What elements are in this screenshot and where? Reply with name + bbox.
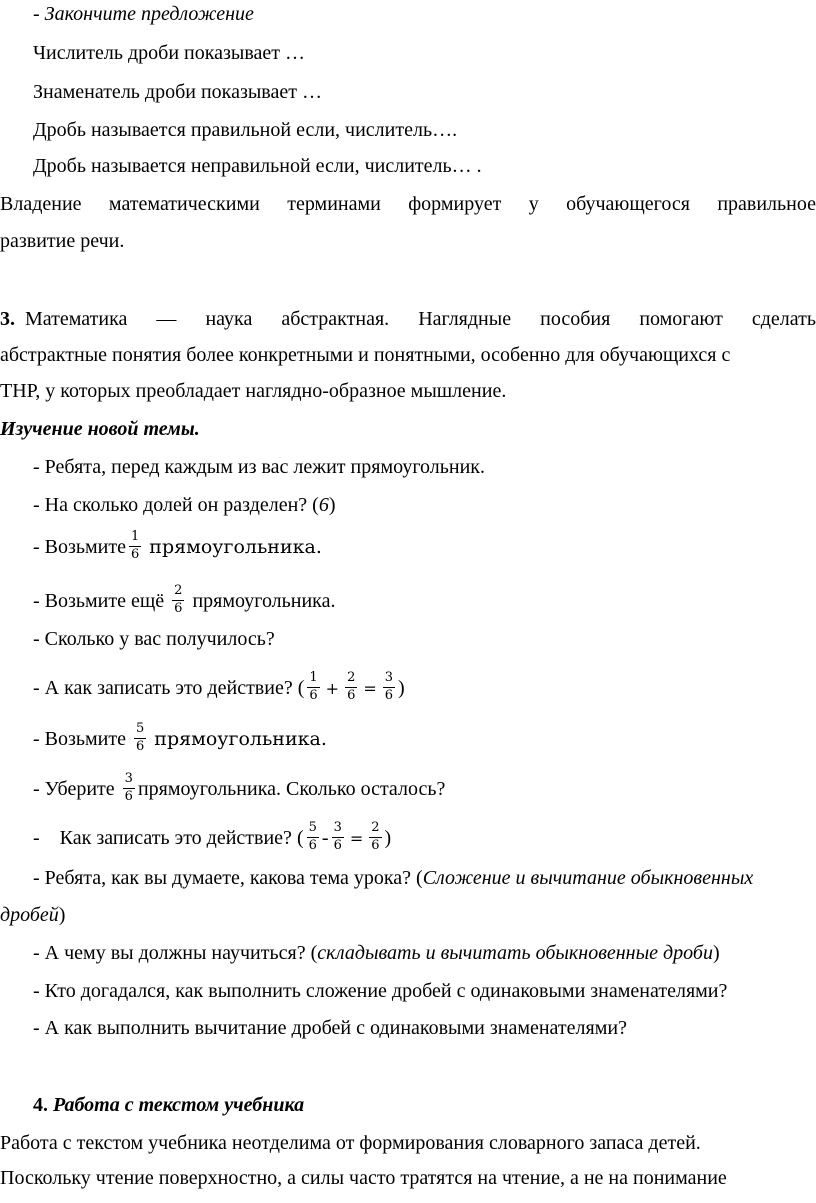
- word: у: [528, 193, 539, 215]
- numerator-line: Числитель дроби показывает …: [33, 42, 306, 64]
- word: абстрактная.: [281, 308, 390, 330]
- word: пособия: [540, 308, 611, 330]
- closing-paren: ): [398, 677, 405, 700]
- take-one-sixth-line: [33, 529, 322, 565]
- fraction: [332, 821, 344, 854]
- fraction-numerator: 2: [172, 584, 184, 601]
- fraction: [369, 821, 381, 854]
- section-3-line-2: абстрактные понятия более конкретными и понятными, особенно для обучающихся с: [0, 344, 731, 366]
- word: помогают: [639, 308, 723, 330]
- plus-sign: +: [325, 679, 340, 699]
- answer-text: складывать и вычитать обыкновенные дроби: [317, 942, 713, 964]
- improper-fraction-line: Дробь называется неправильной если, числитель… .: [33, 155, 482, 177]
- fraction: [123, 772, 135, 805]
- fraction-numerator: 1: [307, 671, 319, 688]
- fraction-denominator: 6: [136, 738, 145, 754]
- learning-goal-question: [33, 943, 720, 963]
- instruction-text: - Возьмите: [33, 536, 126, 559]
- word: математическими: [108, 193, 260, 215]
- fraction: [383, 671, 395, 704]
- word: терминами: [287, 193, 381, 215]
- instruction-text: - Уберите: [33, 778, 115, 801]
- fraction-numerator: 3: [123, 772, 135, 789]
- section-4-number: 4.: [33, 1094, 48, 1116]
- answer-text: дробей: [0, 904, 59, 926]
- section-4-line-1: Работа с текстом учебника неотделима от формирования словарного запаса детей.: [0, 1132, 701, 1154]
- take-two-sixths-line: [33, 583, 336, 619]
- question-text: Как записать это действие? (: [59, 827, 304, 850]
- fraction-numerator: 5: [307, 821, 319, 838]
- fraction: [134, 722, 146, 755]
- question-rectangle: - Ребята, перед каждым из вас лежит прямоугольник.: [33, 456, 486, 478]
- fraction-denominator: 6: [308, 837, 317, 853]
- word: Владение: [0, 193, 82, 215]
- object-text: прямоугольника.: [192, 590, 336, 613]
- question-text: - А как записать это действие? (: [33, 677, 305, 700]
- equals-sign: =: [349, 829, 364, 849]
- word: обучающегося: [566, 193, 690, 215]
- lesson-topic-question: [33, 868, 753, 888]
- instruction-text: - Возьмите ещё: [33, 590, 165, 613]
- section-4-line-2: Поскольку чтение поверхностно, а силы часто тратятся на чтение, а не на понимание: [0, 1167, 727, 1189]
- dash: -: [33, 827, 40, 850]
- fraction: [307, 671, 319, 704]
- fraction-denominator: 6: [347, 687, 356, 703]
- object-text: прямоугольника.: [154, 728, 327, 751]
- remove-three-sixths-line: [33, 771, 446, 807]
- answer-text: Сложение и вычитание обыкновенных: [422, 867, 754, 889]
- section-3-number: 3.: [0, 308, 15, 330]
- fraction-numerator: 1: [129, 530, 141, 547]
- word: наука: [205, 308, 253, 330]
- question-text: - А чему вы должны научиться? (: [33, 942, 318, 964]
- addition-question-line: [33, 670, 405, 706]
- word-group: [0, 309, 127, 329]
- word: Наглядные: [418, 308, 512, 330]
- instruction-text: - Возьмите: [33, 728, 126, 751]
- fraction-denominator: 6: [174, 600, 183, 616]
- equals-sign: =: [363, 679, 377, 699]
- fraction-denominator: 6: [131, 546, 140, 562]
- fraction-numerator: 3: [332, 821, 344, 838]
- fraction-denominator: 6: [333, 837, 342, 853]
- closing-paren: ): [58, 904, 66, 926]
- fraction-denominator: 6: [124, 788, 133, 804]
- question-parts-count: [33, 495, 336, 515]
- question-text: - На сколько долей он разделен? (: [33, 494, 319, 516]
- closing-paren: ): [712, 942, 720, 964]
- minus-sign: -: [321, 827, 329, 850]
- take-five-sixths-line: [33, 721, 327, 757]
- fraction-numerator: 5: [134, 722, 146, 739]
- question-text: - Ребята, как вы думаете, какова тема урока? (: [33, 867, 423, 889]
- lesson-topic-question-cont: [0, 905, 65, 925]
- fraction-denominator: 6: [309, 687, 318, 703]
- word: сделать: [751, 308, 816, 330]
- word: Математика: [25, 308, 128, 330]
- object-text: прямоугольника. Сколько осталось?: [137, 778, 446, 801]
- subtraction-rule-question: - А как выполнить вычитание дробей с одинаковыми знаменателями?: [33, 1017, 627, 1039]
- subtraction-question-line: [33, 820, 392, 856]
- terms-paragraph-line-1: [0, 194, 816, 214]
- fraction: [172, 584, 184, 617]
- word: правильное: [717, 193, 816, 215]
- addition-rule-question: - Кто догадался, как выполнить сложение дробей с одинаковыми знаменателями?: [33, 980, 728, 1002]
- section-4-title: Работа с текстом учебника: [53, 1094, 305, 1116]
- question-how-many: - Сколько у вас получилось?: [33, 628, 275, 650]
- fraction-denominator: 6: [384, 687, 394, 703]
- word: —: [156, 308, 177, 330]
- fraction-denominator: 6: [371, 837, 380, 853]
- word: формирует: [408, 193, 502, 215]
- fraction-numerator: 2: [345, 671, 357, 688]
- denominator-line: Знаменатель дроби показывает …: [33, 81, 322, 103]
- fraction-numerator: 2: [369, 821, 381, 838]
- closing-paren: ): [328, 494, 336, 516]
- terms-paragraph-line-2: развитие речи.: [0, 230, 125, 252]
- closing-paren: ): [384, 827, 392, 850]
- finish-sentence-line: - Закончите предложение: [33, 3, 254, 25]
- proper-fraction-line: Дробь называется правильной если, числитель….: [33, 119, 458, 141]
- section-4-heading: [33, 1095, 304, 1115]
- answer-text: 6: [318, 494, 329, 516]
- object-text: прямоугольника.: [149, 536, 322, 559]
- section-3-line-3: ТНР, у которых преобладает наглядно-образное мышление.: [0, 380, 507, 402]
- fraction: [345, 671, 357, 704]
- new-topic-heading: Изучение новой темы.: [0, 418, 200, 440]
- section-3-line-1: [0, 309, 816, 329]
- fraction: [129, 530, 141, 563]
- fraction-numerator: 3: [383, 671, 395, 688]
- fraction: [307, 821, 319, 854]
